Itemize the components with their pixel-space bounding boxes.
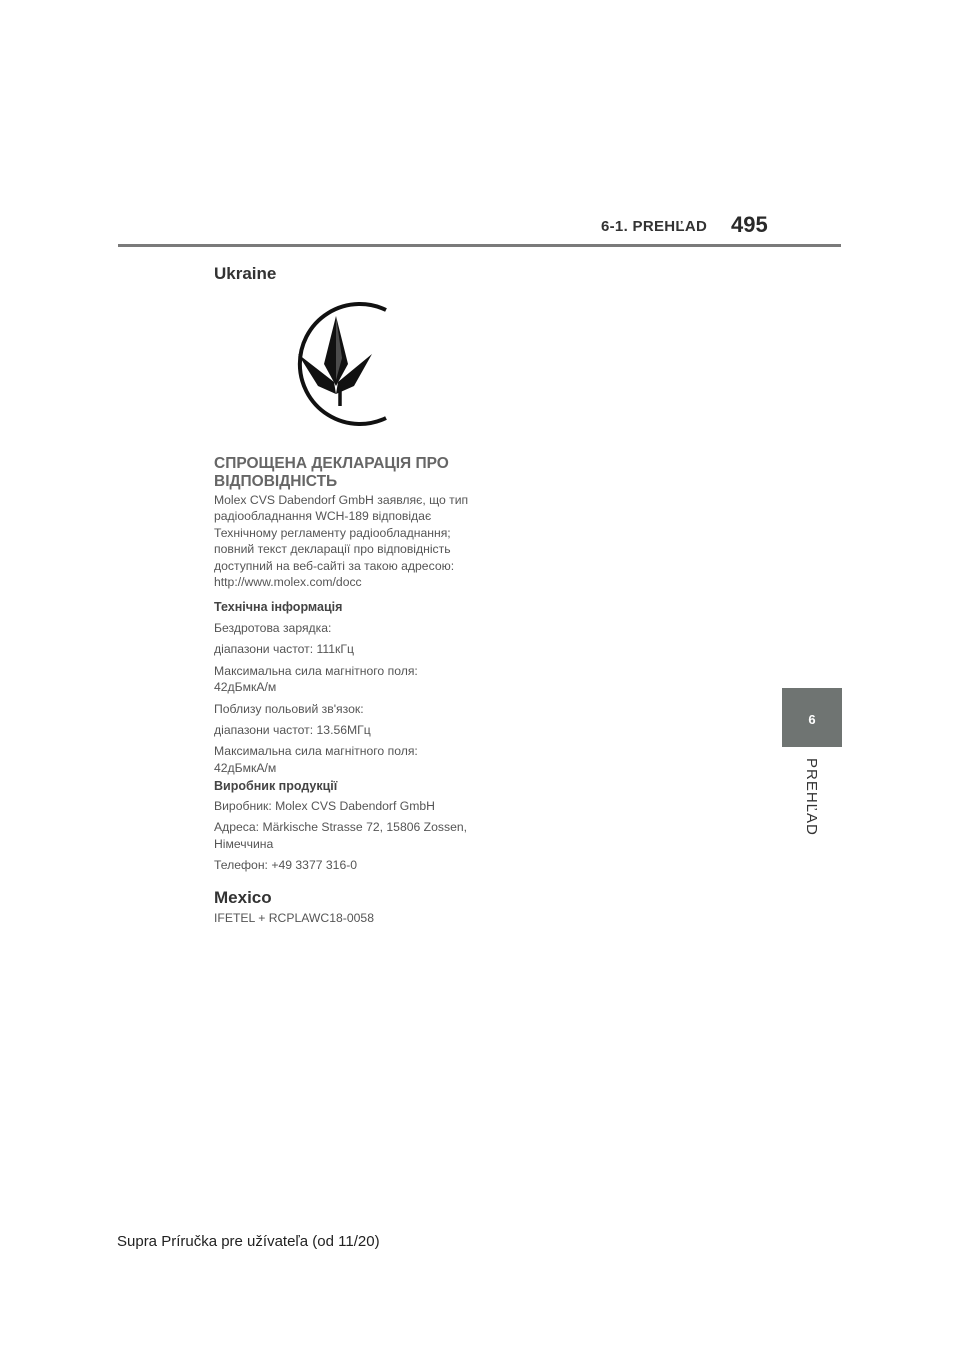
tech-line: 42дБмкА/м [214,680,277,695]
chapter-side-label: PREHĽAD [803,758,820,836]
ukraine-heading-block [214,264,482,284]
ukraine-heading: Ukraine [214,264,277,283]
mexico-heading: Mexico [214,888,272,907]
chapter-tab[interactable] [782,688,842,747]
declaration-line: радіообладнання WCH-189 відповідає [214,509,432,524]
declaration-line: Технічному регламенту радіообладнання; [214,525,451,540]
declaration-title: СПРОЩЕНА ДЕКЛАРАЦІЯ ПРО ВІДПОВІДНІСТЬ [214,455,449,490]
manufacturer-line: Німеччина [214,836,274,851]
manufacturer-heading: Виробник продукції [214,779,338,793]
tech-line: Максимальна сила магнітного поля: [214,744,418,759]
tech-line: Максимальна сила магнітного поля: [214,663,418,678]
ukrainian-conformity-mark-icon [268,298,396,430]
manufacturer-line: Виробник: Molex CVS Dabendorf GmbH [214,799,435,813]
tech-info-section [214,600,482,776]
chapter-tab-number: 6 [808,712,816,727]
tech-line: діапазони частот: 13.56МГц [214,723,371,738]
declaration-body [214,492,482,590]
declaration-url[interactable]: http://www.molex.com/docc [214,575,362,590]
manufacturer-line: Адреса: Märkische Strasse 72, 15806 Zossen, [214,820,468,835]
mexico-text: IFETEL + RCPLAWC18-0058 [214,911,374,925]
running-section-title: 6-1. PREHĽAD [601,218,708,235]
declaration-line: Molex CVS Dabendorf GmbH заявляє, що тип [214,493,469,507]
tech-line: діапазони частот: 111кГц [214,642,354,657]
header-rule [118,244,841,247]
manufacturer-section [214,779,482,874]
mexico-section [214,888,482,926]
tech-line: Поблизу польовий зв'язок: [214,701,364,716]
footer-text: Supra Príručka pre užívateľa (od 11/20) [117,1233,380,1250]
manufacturer-line: Телефон: +49 3377 316-0 [214,858,358,873]
tech-line: 42дБмкА/м [214,760,277,775]
declaration-line: доступний на веб-сайті за такою адресою: [214,558,455,573]
tech-line: Бездротова зарядка: [214,621,332,635]
declaration-line: повний текст декларації про відповідність [214,542,451,557]
tech-info-heading: Технічна інформація [214,600,343,614]
page-number: 495 [731,212,768,237]
